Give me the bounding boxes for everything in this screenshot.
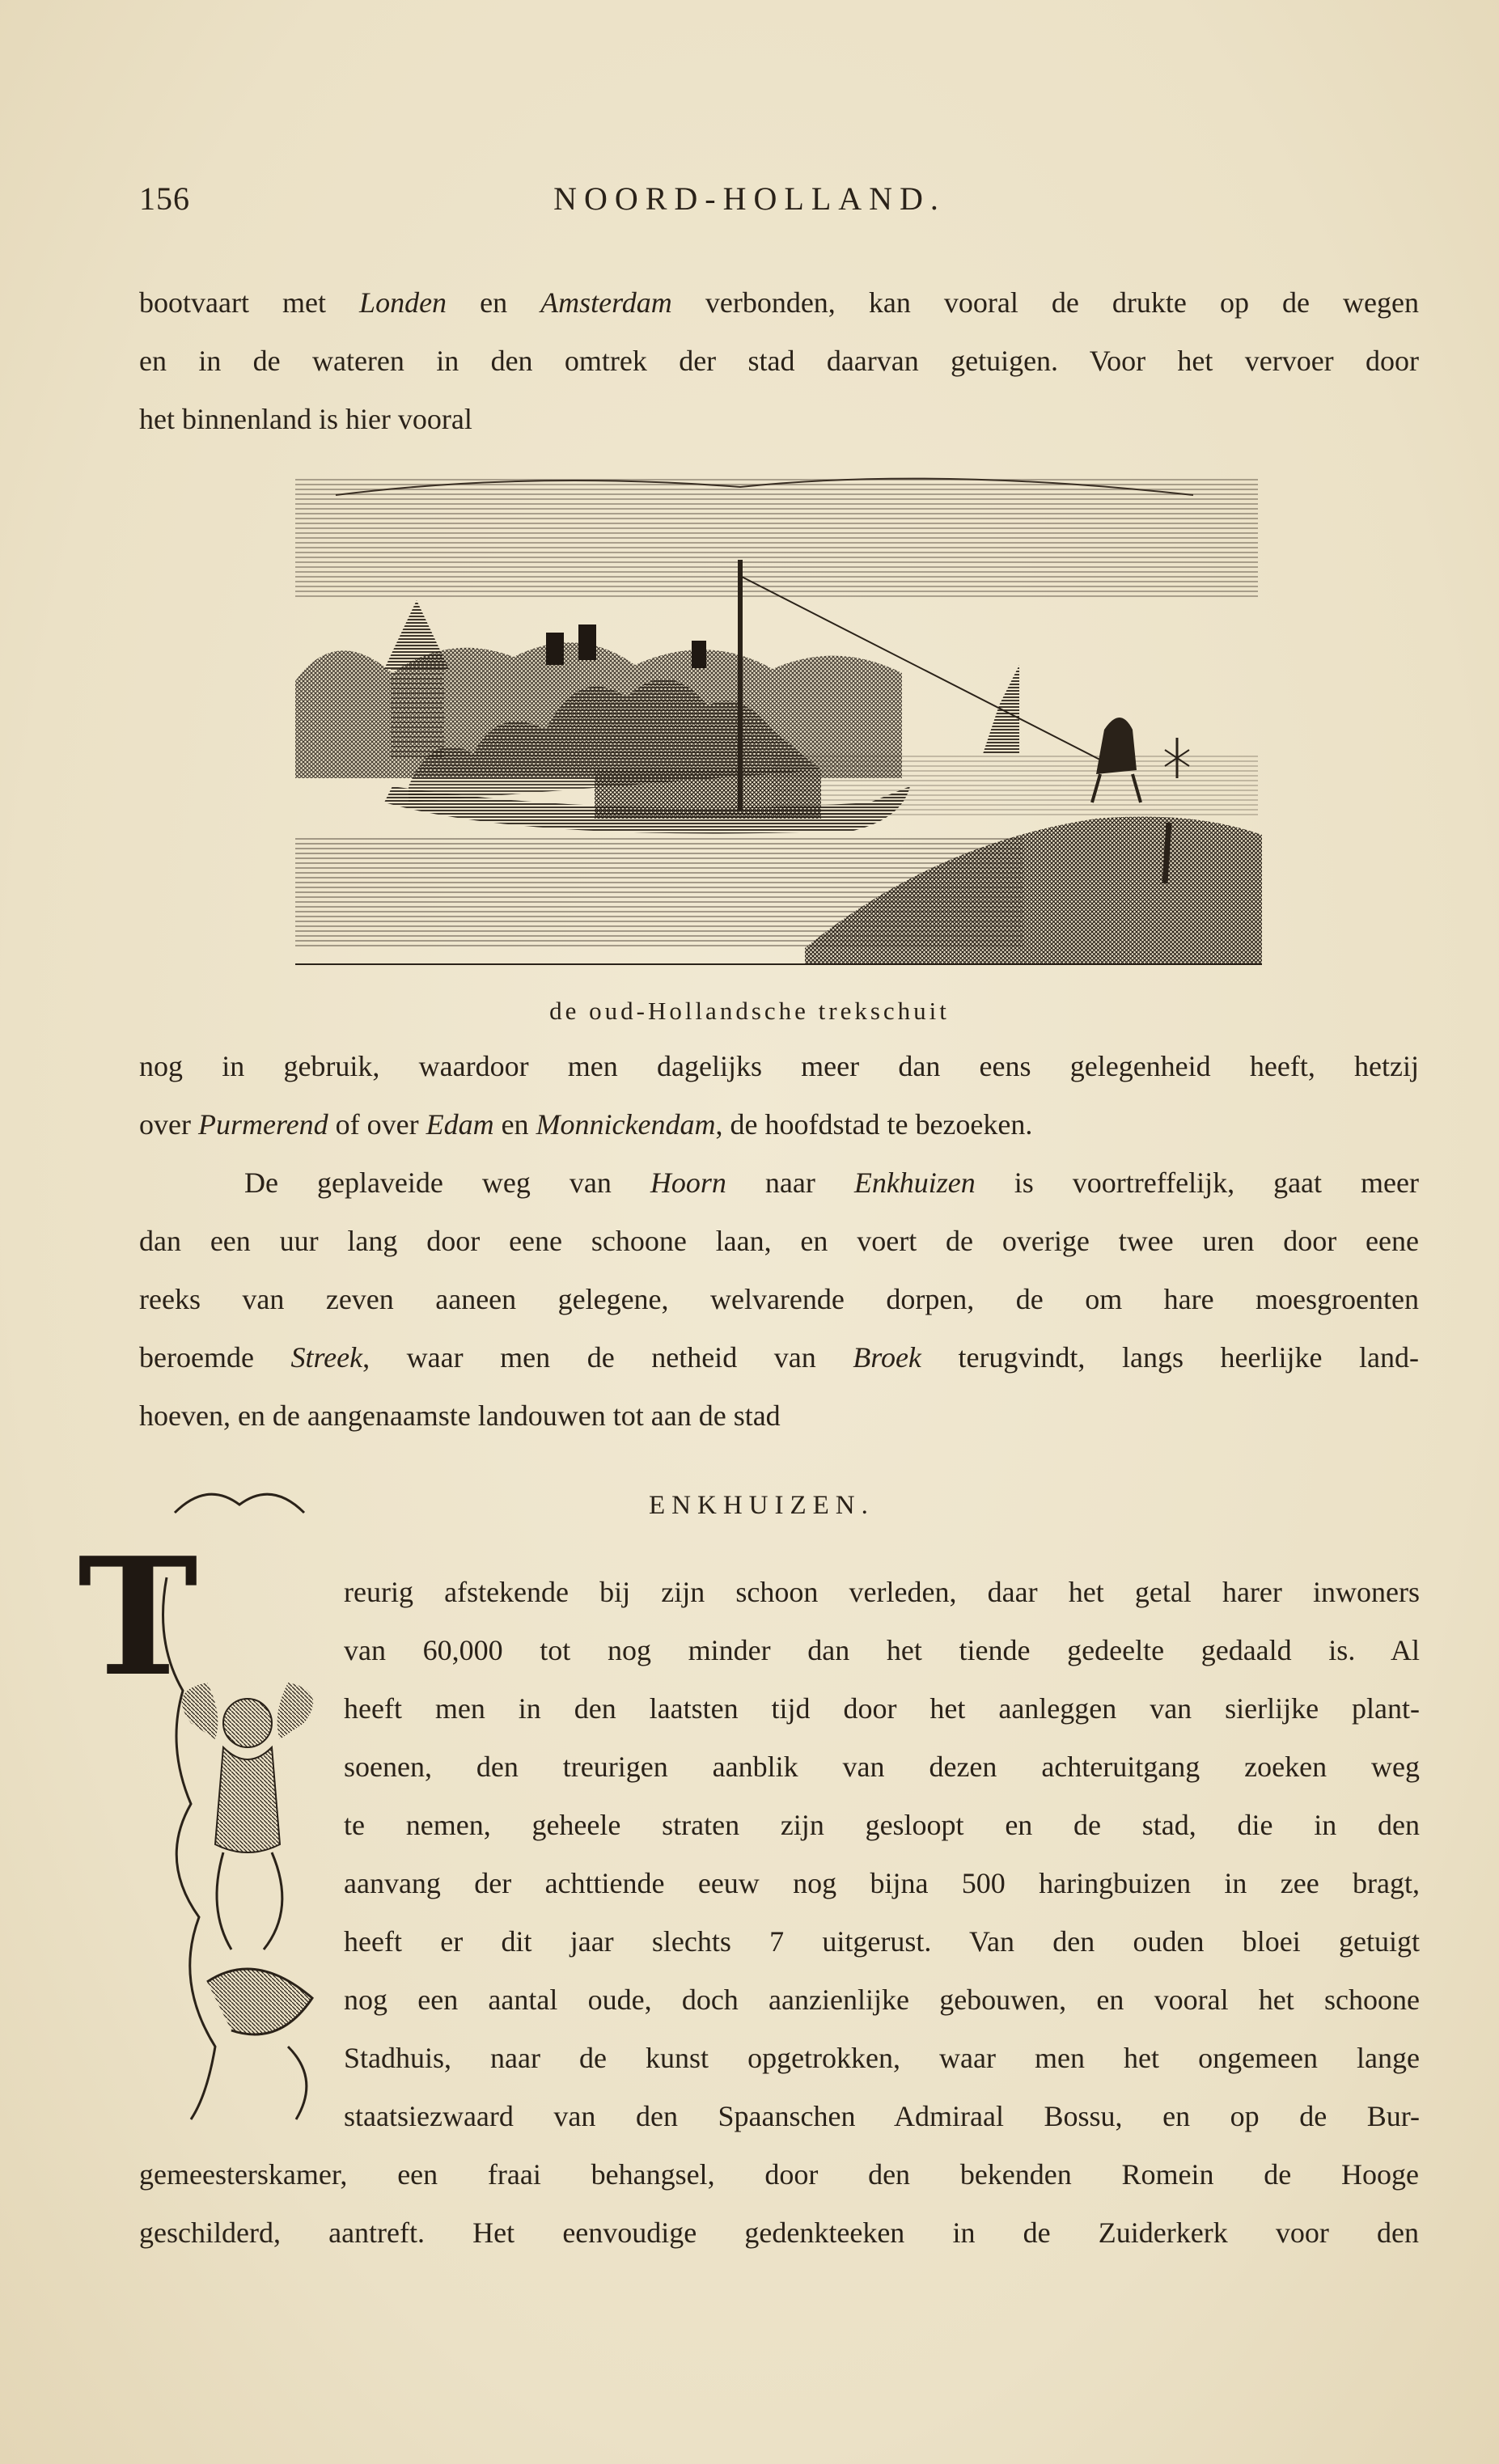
text-line: dan een uur lang door eene schoone laan, en voert de overige twee uren door eene	[139, 1225, 1419, 1257]
text-line: beroemde Streek, waar men de netheid van Broek terugvindt, langs heerlijke land-	[139, 1341, 1419, 1374]
text-line: nog in gebruik, waardoor men dagelijks meer dan eens gelegenheid heeft, hetzij	[139, 1050, 1419, 1082]
page-number: 156	[139, 180, 190, 217]
text-line: Stadhuis, naar de kunst opgetrokken, waar men het ongemeen lange	[344, 2042, 1420, 2074]
drop-cap-letter: T	[78, 1522, 198, 1713]
text-line: reurig afstekende bij zijn schoon verleden, daar het getal harer inwoners	[344, 1576, 1420, 1608]
text-line: reeks van zeven aaneen gelegene, welvarende dorpen, de om hare moesgroenten	[139, 1283, 1419, 1315]
text-line: en in de wateren in den omtrek der stad daarvan getuigen. Voor het vervoer door	[139, 345, 1419, 377]
figure-caption: de oud-Hollandsche trekschuit	[549, 997, 950, 1025]
trekschuit-engraving	[287, 463, 1270, 980]
text-line: het binnenland is hier vooral	[139, 403, 472, 435]
text-line: nog een aantal oude, doch aanzienlijke gebouwen, en vooral het schoone	[344, 1983, 1420, 2016]
section-heading: ENKHUIZEN.	[649, 1491, 874, 1520]
text-line: heeft men in den laatsten tijd door het aanleggen van sierlijke plant-	[344, 1692, 1420, 1725]
running-title: NOORD-HOLLAND.	[553, 180, 946, 217]
text-line: gemeesterskamer, een fraai behangsel, door den bekenden Romein de Hooge	[139, 2158, 1419, 2191]
text-line: van 60,000 tot nog minder dan het tiende gedeelte gedaald is. Al	[344, 1634, 1420, 1666]
text-line: aanvang der achttiende eeuw nog bijna 500 haringbuizen in zee bragt,	[344, 1867, 1420, 1899]
text-line: over Purmerend of over Edam en Monnickendam, de hoofdstad te bezoeken.	[139, 1108, 1033, 1141]
text-line: hoeven, en de aangenaamste landouwen tot aan de stad	[139, 1399, 781, 1432]
text-line: heeft er dit jaar slechts 7 uitgerust. Van den ouden bloei getuigt	[344, 1925, 1420, 1958]
text-line: bootvaart met Londen en Amsterdam verbonden, kan vooral de drukte op de wegen	[139, 286, 1419, 319]
text-line: De geplaveide weg van Hoorn naar Enkhuizen is voortreffelijk, gaat meer	[244, 1166, 1419, 1199]
text-line: geschilderd, aantreft. Het eenvoudige gedenkteeken in de Zuiderkerk voor den	[139, 2216, 1419, 2249]
text-line: staatsiezwaard van den Spaanschen Admiraal Bossu, en op de Bur-	[344, 2100, 1420, 2132]
text-line: soenen, den treurigen aanblik van dezen achteruitgang zoeken weg	[344, 1751, 1420, 1783]
text-line: te nemen, geheele straten zijn gesloopt en de stad, die in den	[344, 1809, 1420, 1841]
